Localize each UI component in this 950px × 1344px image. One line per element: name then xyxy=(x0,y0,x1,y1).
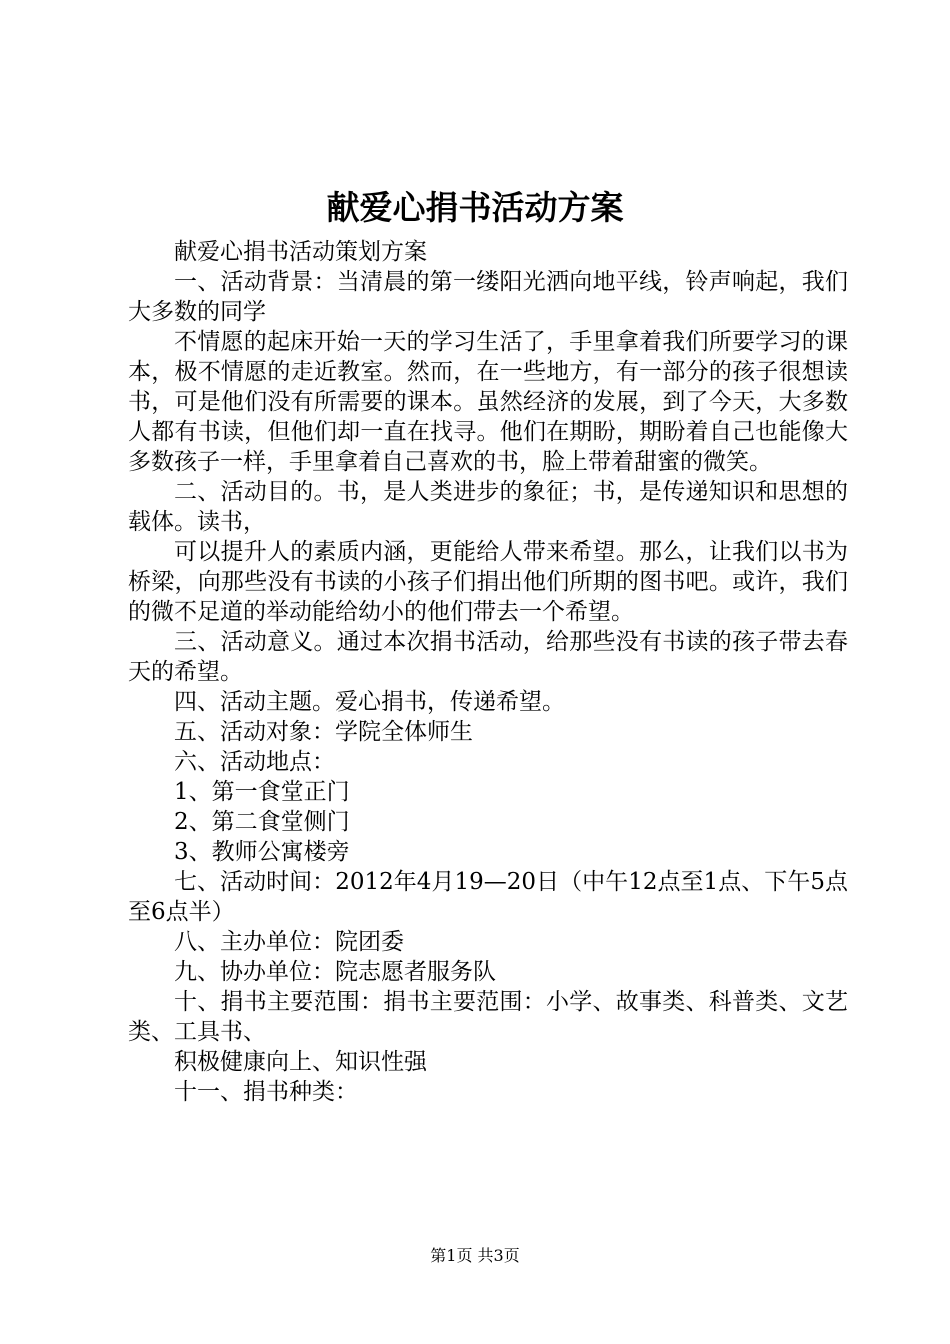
paragraph-purpose: 二、活动目的。书，是人类进步的象征；书，是传递知识和思想的载体。读书， xyxy=(128,479,848,535)
list-item-location-3: 3、教师公寓楼旁 xyxy=(174,839,350,865)
list-item-location-2: 2、第二食堂侧门 xyxy=(174,809,350,835)
page-number-footer: 第1页 共3页 xyxy=(430,1246,520,1265)
paragraph-subtitle: 献爱心捐书活动策划方案 xyxy=(174,239,427,265)
paragraph-significance: 三、活动意义。通过本次捐书活动，给那些没有书读的孩子带去春天的希望。 xyxy=(128,629,848,685)
paragraph-target: 五、活动对象：学院全体师生 xyxy=(174,719,473,745)
document-body xyxy=(128,237,848,1107)
paragraph-background-cont: 不情愿的起床开始一天的学习生活了，手里拿着我们所要学习的课本，极不情愿的走近教室。然而，在一些地方，有一部分的孩子很想读书，可是他们没有所需要的课本。虽然经济的发展，到了今天，大多数人都有书读，但他们却一直在找寻。他们在期盼，期盼着自己也能像大多数孩子一样，手里拿着自己喜欢的书，脸上带着甜蜜的微笑。 xyxy=(128,329,848,475)
paragraph-location: 六、活动地点： xyxy=(174,749,335,775)
document-title: 献爱心捐书活动方案 xyxy=(326,188,624,227)
paragraph-scope-cont: 积极健康向上、知识性强 xyxy=(174,1049,427,1075)
paragraph-time: 七、活动时间：2012年4月19—20日（中午12点至1点、下午5点至6点半） xyxy=(128,869,848,925)
paragraph-book-types: 十一、捐书种类： xyxy=(174,1079,358,1105)
paragraph-theme: 四、活动主题。爱心捐书，传递希望。 xyxy=(174,689,565,715)
paragraph-background: 一、活动背景：当清晨的第一缕阳光洒向地平线，铃声响起，我们大多数的同学 xyxy=(128,269,848,325)
paragraph-organizer: 八、主办单位：院团委 xyxy=(174,929,404,955)
paragraph-purpose-cont: 可以提升人的素质内涵，更能给人带来希望。那么，让我们以书为桥梁，向那些没有书读的小孩子们捐出他们所期的图书吧。或许，我们的微不足道的举动能给幼小的他们带去一个希望。 xyxy=(128,539,848,625)
paragraph-scope: 十、捐书主要范围：捐书主要范围：小学、故事类、科普类、文艺类、工具书、 xyxy=(128,989,848,1045)
paragraph-co-organizer: 九、协办单位：院志愿者服务队 xyxy=(174,959,496,985)
list-item-location-1: 1、第一食堂正门 xyxy=(174,779,350,805)
